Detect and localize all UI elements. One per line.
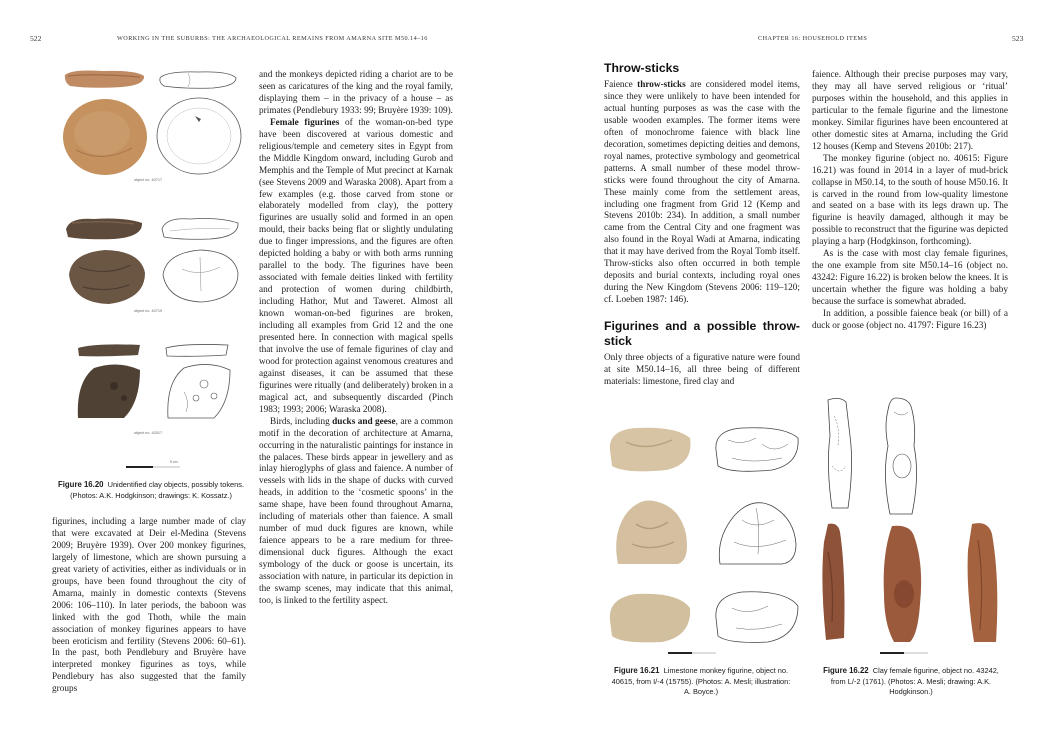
drawing-object-40717-side — [158, 69, 238, 91]
drawing-object-40719-side — [160, 215, 240, 241]
figure-caption-text: Limestone monkey figurine, object no. 40615, from I/-4 (15755). (Photos: A. Mesli; illustration: A. Boyce.) — [611, 666, 791, 697]
running-head-right: CHAPTER 16: HOUSEHOLD ITEMS — [758, 35, 868, 42]
page-number-right: 523 — [1012, 34, 1024, 43]
left-page-right-column — [259, 70, 453, 608]
figure-caption-text: Unidentified clay objects, possibly tokens. (Photos: A.K. Hodgkinson; drawings: K. Kossatz.) — [70, 480, 244, 500]
photo-object-40717-top — [62, 98, 149, 176]
paragraph-text: of the woman-on-bed type have been discovered at various domestic and religious/temple and cemetery sites in Egypt from the Middle Kingdom onward, including Gurob and Memphis and the Temple of Mut precinct at Karnak (see Stevens 2009 and Waraska 2008). Apart from a few examples (e.g. those carved from stone or elaborately modelled from clay), the pottery figurines are usually solid and formed in an open mould, their backs being flat or slightly undulating due to finger impressions, and the figures are often depicted holding a baby or with both arms running parallel to the body. The figurines have been associated with female deities linked with fertility and protection of women during childbirth, including Hathor, Mut and Taweret. Almost all known woman-on-bed figurines are broken, including all examples from Grid 12 and the one presented here. In connection with magical spells that involve the use of female figurines of clay and wood for protection against venomous creatures and against diseases, it can be assumed that these figurines were ritually (and deliberately) broken in a magical act, and subsequently discarded (Pinch 1983; 1993; 2006; Waraska 2008). — [259, 117, 453, 415]
term-female-figurines: Female figurines — [270, 117, 340, 128]
paragraph: and the monkeys depicted riding a chariot are to be seen as caricatures of the king and the royal family, displaying them – in the privacy of a house – as primates (Pendlebury 1933: 99; Bruyère 1939: 109). — [259, 70, 453, 116]
photo-figurine-left — [818, 522, 848, 642]
right-page-right-column — [812, 70, 1008, 333]
figure-label: Figure 16.22 — [823, 666, 869, 675]
object-label: object no. 42017 — [134, 431, 163, 435]
object-label: object no. 40717 — [134, 178, 163, 182]
section-heading-throw-sticks: Throw-sticks — [604, 61, 680, 75]
paragraph — [259, 417, 453, 608]
paragraph-text: Birds, including — [270, 416, 333, 427]
photo-object-40719-side — [64, 215, 144, 241]
figure-label: Figure 16.21 — [613, 666, 660, 675]
paragraph-text: are considered model items, since they were unlikely to have been intended for actual hunting purposes as was the case with the usable wooden examples. The former items were often of monochrome faience with black line decoration, sometimes depicting deities and demons, royal names, protective symbology and geometrical patterns. A small number of these model throw-sticks were found throughout the city of Amarna. These mainly come from the settlement areas, including one fragment from Grid 12 (Kemp and Stevens 2010b: 234). In addition, a small number came from the Central City and one fragment was also found in the Royal Wadi at Amarna, indicating that it may have derived from the Royal Tomb itself. Throw-sticks also often occurred in both temple deposits and burial contexts, including royal ones during the New Kingdom (Stevens 2006: 119–120; cf. Loeben 1987: 146). — [604, 80, 800, 306]
scale-bar — [880, 652, 928, 654]
photo-object-40719-top — [65, 247, 147, 307]
drawing-monkey-front — [712, 494, 800, 566]
paragraph: In addition, a possible faience beak (or bill) of a duck or goose (object no. 41797: Figure 16.23) — [812, 309, 1008, 332]
paragraph-text: Faience — [604, 80, 638, 90]
section-heading-figurines: Figurines and a possible throw-stick — [604, 319, 800, 349]
photo-figurine-front — [880, 524, 926, 644]
term-throw-sticks: throw-sticks — [637, 80, 686, 90]
paragraph: As is the case with most clay female figurines, the one example from site M50.14–16 (object no. 43242: Figure 16.22) is broken below the knees. It is uncertain whether the figure was holding a baby because the surface is somewhat abraded. — [812, 249, 1008, 308]
running-head-left: WORKING IN THE SUBURBS: THE ARCHAEOLOGICAL REMAINS FROM AMARNA SITE M50.14–16 — [117, 35, 428, 42]
drawing-object-40717-top — [155, 96, 243, 176]
paragraph-text: , are a common motif in the decoration of architecture at Amarna, occurring in the naturalistic paintings for instance in the palaces. These birds appear in jewellery and as inlay hieroglyphs of glass and faience. A number of vessels with lids in the shape of ducks with curved heads, in addition to the ‘cosmetic spoons’ in the same shape, have been found throughout Amarna, including of materials other than faience. A small number of mud duck figures are known, while faience appears to be a rare medium for three-dimensional duck figures. Although the exact symbology of the duck or goose is uncertain, its association with nature, in particular its depiction in the swamp scenes, may indicate that this animal, too, is linked to the fertility aspect. — [259, 416, 453, 606]
photo-object-40717-side — [62, 67, 147, 91]
figure-caption-text: Clay female figurine, object no. 43242, from L/-2 (1761). (Photos: A. Mesli; drawing: A.K. Hodgkinson.) — [830, 666, 999, 697]
photo-object-42017-side — [76, 342, 142, 358]
drawing-object-42017-side — [164, 342, 230, 358]
photo-monkey-front — [608, 494, 692, 566]
scale-bar — [126, 466, 180, 468]
drawing-object-42017-top — [164, 362, 232, 420]
drawing-figurine-front — [876, 396, 926, 516]
paragraph: figurines, including a large number made of clay that were excavated at Deir el-Medina (Stevens 2009; Bruyère 1939). Over 200 monkey figurines, largely of limestone, which are shown pursuing a great variety of activities, either as individuals or in groups, have been found throughout the city of Amarna, mainly in domestic contexts (Stevens 2006: 106–110). In later periods, the baboon was linked with the god Thoth, while the main association of monkey figurines appears to have been eroticism and fertility (Stevens 2006: 60–61). In the past, both Pendlebury and Bruyère have interpreted monkey figurines as toys, while Pendlebury has also suggested that the family groups — [52, 517, 246, 695]
photo-object-42017-top — [74, 362, 142, 420]
right-page-left-column — [604, 61, 800, 389]
paragraph — [259, 118, 453, 417]
paragraph: The monkey figurine (object no. 40615: Figure 16.21) was found in 2014 in a layer of mud-brick collapse in M50.14, to the south of house M50.16. It is carved in the round from low-quality limestone and seated on a base with its legs drawn up. The figurine is heavily damaged, although it may be possible to reconstruct that the figurine was depicted playing a harp (Hodgkinson, forthcoming). — [812, 153, 1008, 248]
drawing-monkey-top — [712, 424, 802, 474]
term-ducks-geese: ducks and geese — [332, 416, 396, 427]
drawing-figurine-profile — [820, 396, 862, 512]
scale-bar — [668, 652, 716, 654]
object-label: object no. 40719 — [134, 309, 163, 313]
drawing-object-40719-top — [160, 247, 240, 305]
paragraph: Only three objects of a figurative nature were found at site M50.14–16, all three being of different materials: limestone, fired clay and — [604, 353, 800, 388]
figure-caption-16-21 — [608, 666, 794, 698]
photo-monkey-top — [606, 424, 694, 474]
page-number-left: 522 — [30, 34, 42, 43]
figure-caption-16-20 — [56, 480, 246, 501]
figure-caption-16-22 — [818, 666, 1004, 698]
photo-monkey-back — [606, 590, 692, 644]
figure-label: Figure 16.20 — [57, 480, 104, 489]
paragraph: faience. Although their precise purposes may vary, they may all have served religious or ‘ritual’ purposes within the household, and this applies in particular to the female figurine and the limestone monkey. Similar figurines have been encountered at other domestic sites at Amarna, including the Grid 12 houses (Kemp and Stevens 2010b: 217). — [812, 70, 1008, 152]
paragraph — [604, 80, 800, 307]
photo-figurine-back — [962, 520, 1002, 644]
drawing-monkey-back — [712, 588, 800, 644]
left-column-lower — [52, 517, 246, 696]
scale-label: 5 cm — [170, 460, 178, 464]
